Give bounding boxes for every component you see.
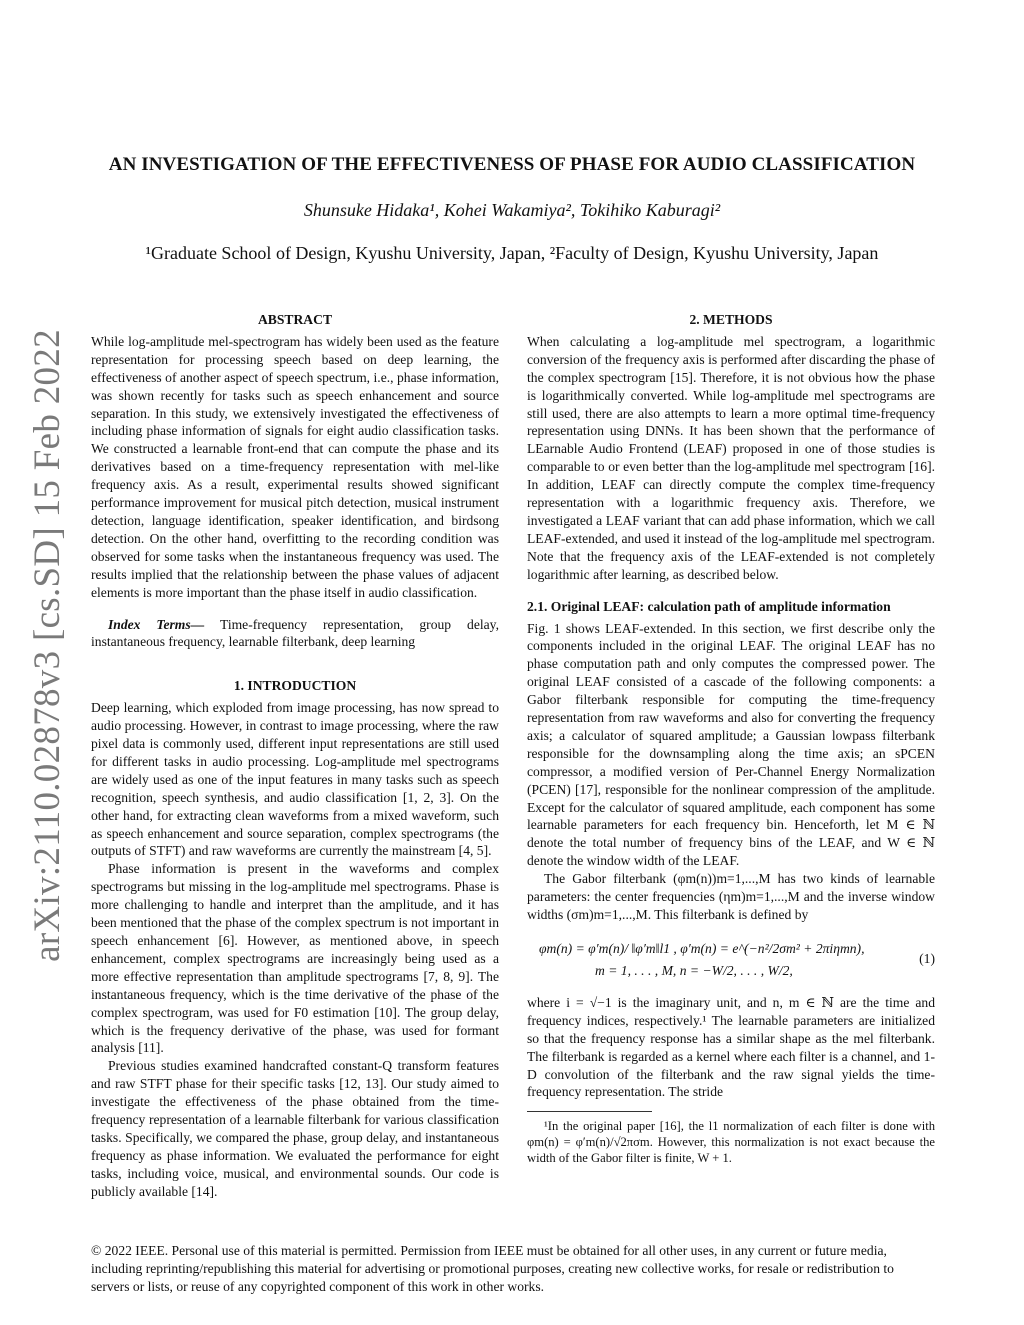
left-column [91,311,499,1201]
copyright-notice: © 2022 IEEE. Personal use of this material is permitted. Permission from IEEE must be obtained for all other uses, in any current or future media, including reprinting/republishing this material for advertising or promotional purposes, creating new collective works, for resale or redistribution to servers or lists, or reuse of any copyrighted component of this work in other works. [91,1243,894,1294]
equation-number: (1) [919,950,935,966]
introduction-heading: 1. INTRODUCTION [233,678,357,694]
methods-paragraph-2: Fig. 1 shows LEAF-extended. In this section, we first describe only the components included in the original LEAF. The original LEAF has no phase computation path and only computes the compressed power. The original LEAF consisted of a cascade of the following components: a Gabor filterbank responsible for computing the time-frequency representation from raw waveforms and also for converting the frequency axis; a calculator of squared amplitude; a Gaussian lowpass filterbank responsible for the downsampling along the time axis; an sPCEN compressor, a modified version of Per-Channel Energy Normalization (PCEN) [17], responsible for the nonlinear compression of the amplitude. Except for the calculator of squared amplitude, each component has some learnable parameters for each frequency bin. Henceforth, let M ∈ ℕ denote the total number of frequency bins of the LEAF, and W ∈ ℕ denote the window width of the LEAF. [527,620,935,869]
introduction-paragraph-2: Phase information is present in the waveforms and complex spectrograms but missing in the log-amplitude mel spectrograms. Phase is more challenging to handle and interpret than the amplitude, and it has been mentioned that the phase of the complex spectrum is not important in speech enhancement [6]. However, as mentioned above, in speech enhancement, complex spectrograms are increasingly being used as a more effective representation than amplitude spectrograms [7, 8, 9]. The instantaneous frequency, which is the time derivative of the phase of the complex spectrogram, was used for F0 estimation [10]. The group delay, which is the frequency derivative of the phase, was used for formant analysis [11]. [91,861,499,1056]
index-terms-label: Index Terms— [108,616,205,632]
footnote-1: ¹In the original paper [16], the l1 normalization of each filter is done with φm(n) = φ′m(n)/√2πσm. However, this normalization is not exact because the width of the Gabor filter is finite, W + 1. [527,1119,935,1166]
index-terms [91,616,499,652]
subsection-heading-2-1: 2.1. Original LEAF: calculation path of amplitude information [527,598,891,614]
arxiv-identifier-text: arXiv:2110.02878v3 [cs.SD] 15 Feb 2022 [26,328,68,962]
paper-title: AN INVESTIGATION OF THE EFFECTIVENESS OF PHASE FOR AUDIO CLASSIFICATION [108,154,916,175]
index-terms-text: Time-frequency representation, group delay, instantaneous frequency, learnable filterbank, deep learning [91,616,499,650]
abstract-text: While log-amplitude mel-spectrogram has widely been used as the feature representation for processing speech based on deep learning, the effectiveness of another aspect of speech spectrum, i.e., phase information, was shown recently for tasks such as speech enhancement and source separation. In this study, we extensively investigated the effectiveness of including phase information of signals for eight audio classification tasks. We constructed a learnable front-end that can compute the phase and its derivatives based on a time-frequency representation with mel-like frequency axis. As a result, experimental results showed significant performance improvement for musical pitch detection, musical instrument detection, language identification, speaker identification, and birdsong detection. On the other hand, overfitting to the recording condition was observed for some tasks when the instantaneous frequency was used. The results implied that the relationship between the phase values of adjacent elements is more important than the phase itself in audio classification. [91,333,499,600]
introduction-paragraph-3: Previous studies examined handcrafted constant-Q transform features and raw STFT phase for their specific tasks [12, 13]. Our study aimed to investigate the effectiveness of the phase obtained from the time-frequency representation of a learnable filterbank for various classification tasks. Specifically, we compared the phase, group delay, and instantaneous frequency as phase information. We evaluated the performance for eight tasks, including voice, musical, and environmental sounds. Our code is publicly available [14]. [91,1058,499,1199]
footnote-rule [527,1111,652,1112]
methods-heading: 2. METHODS [689,312,773,327]
arxiv-identifier [22,328,72,962]
methods-paragraph-1: When calculating a log-amplitude mel spectrogram, a logarithmic conversion of the frequency axis is performed after discarding the phase of the complex spectrogram [15]. Therefore, it is not obvious how the phase is logarithmically converted. While log-amplitude mel spectrograms are still used, there are also attempts to learn a more optimal time-frequency representation using DNNs. It has been shown that the performance of LEarnable Audio Frontend (LEAF) proposed in one of those studies is comparable to or even better than the log-amplitude mel spectrogram [16]. In addition, LEAF can directly compute the complex time-frequency representation with a logarithmic frequency axis. Therefore, we investigated a LEAF variant that can add phase information, which we call LEAF-extended, and used it instead of the log-amplitude mel spectrogram. Note that the frequency axis of the LEAF-extended is not completely logarithmic after learning, as described below. [527,333,935,582]
methods-paragraph-3: The Gabor filterbank (φm(n))m=1,...,M has two kinds of learnable parameters: the center frequencies (ηm)m=1,...,M and the inverse window widths (σm)m=1,...,M. This filterbank is defined by [527,871,935,922]
equation-line-2: m = 1, . . . , M, n = −W/2, . . . , W/2, [595,962,793,978]
abstract-heading: ABSTRACT [257,312,333,327]
paper-affiliations: ¹Graduate School of Design, Kyushu University, Japan, ²Faculty of Design, Kyushu University, Japan [145,243,879,263]
equation-1 [527,938,935,982]
paper-authors: Shunsuke Hidaka¹, Kohei Wakamiya², Tokihiko Kaburagi² [303,200,721,220]
equation-line-1: φm(n) = φ′m(n)/ ‖φ′m‖l1 , φ′m(n) = e^(−n²/2σm² + 2πiηmn), [539,940,865,956]
methods-paragraph-4: where i = √−1 is the imaginary unit, and n, m ∈ ℕ are the time and frequency indices, respectively.¹ The learnable parameters are initialized so that the frequency response has a similar shape as the mel filterbank. The filterbank is regarded as a kernel where each filter is a channel, and 1-D convolution of the filterbank and the raw signal yields the time-frequency representation. The stride [527,994,935,1100]
introduction-paragraph-1: Deep learning, which exploded from image processing, has now spread to audio processing. However, in contrast to image processing, where the raw pixel data is commonly used, different input representations are still used for different tasks in audio processing. Log-amplitude mel spectrograms are widely used as one of the input features in many tasks such as speech recognition, speech synthesis, and audio classification [1, 2, 3]. On the other hand, for extracting clean waveforms from a mixed waveform, such as speech enhancement and source separation, complex spectrograms (the outputs of STFT) and raw waveforms are currently the mainstream [4, 5]. [91,700,499,859]
right-column [527,311,935,1166]
